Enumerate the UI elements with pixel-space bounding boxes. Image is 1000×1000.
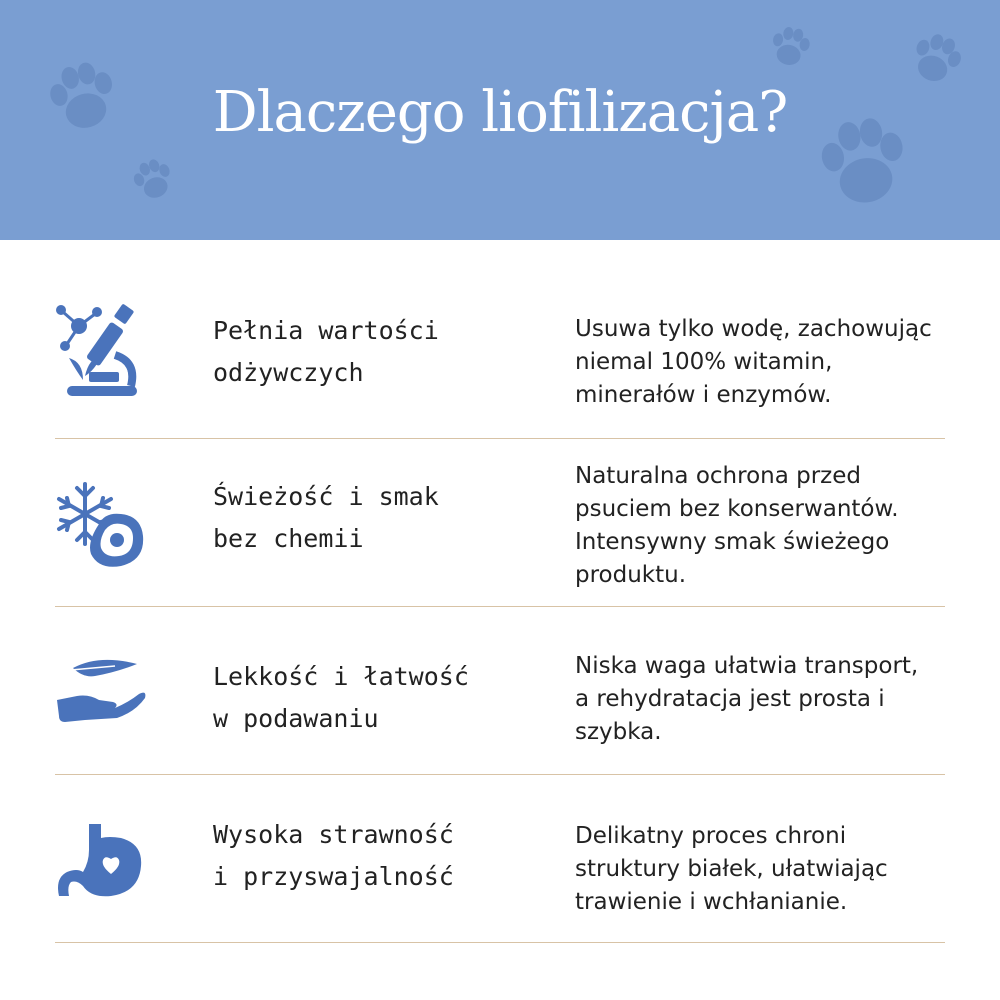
paw-print-icon: [765, 22, 815, 72]
benefit-row: [55, 774, 945, 943]
benefit-description: [575, 650, 955, 749]
benefit-description-line: trawienie i wchłanianie.: [575, 889, 848, 915]
benefit-description-line: struktury białek, ułatwiając: [575, 856, 888, 882]
benefit-description-line: Delikatny proces chroni: [575, 823, 847, 849]
benefit-description: [575, 460, 955, 592]
benefit-title-line: Pełnia wartości: [213, 316, 439, 345]
benefit-description-line: Naturalna ochrona przed: [575, 463, 861, 489]
benefit-description-line: Intensywny smak świeżego: [575, 529, 890, 555]
benefit-row: [55, 298, 945, 439]
benefit-description: [575, 313, 955, 412]
benefit-description-line: minerałów i enzymów.: [575, 382, 832, 408]
benefit-title-line: Świeżość i smak: [213, 482, 439, 511]
benefit-title-line: odżywczych: [213, 358, 364, 387]
paw-print-icon: [128, 155, 178, 205]
benefit-title-line: Lekkość i łatwość: [213, 662, 469, 691]
benefit-title-line: i przyswajalność: [213, 862, 454, 891]
snowflake-meat-icon: [55, 480, 147, 572]
benefit-title-line: Wysoka strawność: [213, 820, 454, 849]
benefit-row: [55, 606, 945, 775]
benefit-description-line: produktu.: [575, 562, 687, 588]
benefit-description-line: Niska waga ułatwia transport,: [575, 653, 919, 679]
benefit-description-line: psuciem bez konserwantów.: [575, 496, 899, 522]
benefit-title: [213, 656, 469, 740]
header-banner: [0, 0, 1000, 240]
benefit-row: [55, 438, 945, 607]
stomach-heart-icon: [55, 822, 147, 902]
benefit-description-line: Usuwa tylko wodę, zachowując: [575, 316, 932, 342]
benefit-description: [575, 820, 955, 919]
benefit-description-line: a rehydratacja jest prosta i: [575, 686, 885, 712]
benefit-title-line: w podawaniu: [213, 704, 379, 733]
feather-hand-icon: [55, 656, 147, 726]
benefit-title: [213, 814, 454, 898]
benefit-description-line: szybka.: [575, 719, 662, 745]
benefit-title: [213, 310, 439, 394]
benefit-title: [213, 476, 439, 560]
microscope-molecule-icon: [55, 300, 145, 400]
benefit-description-line: niemal 100% witamin,: [575, 349, 833, 375]
page-title: Dlaczego liofilizacja?: [212, 80, 788, 145]
benefit-title-line: bez chemii: [213, 524, 364, 553]
